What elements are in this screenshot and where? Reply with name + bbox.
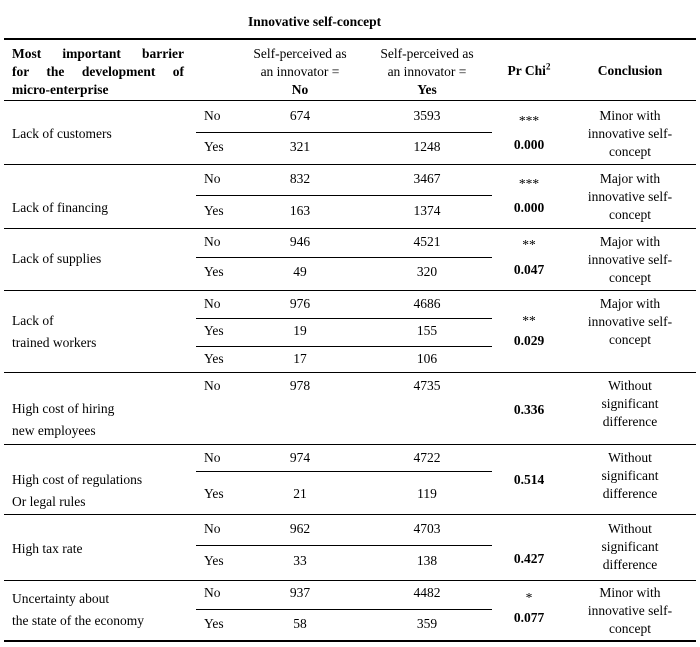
barrier-label: Or legal rules	[12, 494, 86, 509]
conclusion-text: Major with	[599, 234, 661, 249]
count-no-innovator: 976	[289, 296, 311, 311]
conclusion-text: concept	[609, 332, 651, 347]
count-yes-innovator: 4686	[413, 296, 441, 311]
conclusion-text: concept	[609, 270, 651, 285]
row-divider	[4, 372, 696, 373]
response-label: Yes	[204, 351, 224, 366]
count-yes-innovator: 138	[416, 553, 438, 568]
p-value: 0.427	[513, 551, 545, 566]
subrow-divider	[196, 132, 492, 133]
conclusion-text: concept	[609, 144, 651, 159]
p-value: 0.000	[513, 137, 545, 152]
conclusion-text: significant	[601, 539, 659, 554]
barrier-label: Lack of	[12, 313, 54, 328]
count-yes-innovator: 4703	[413, 521, 441, 536]
barrier-header	[12, 45, 184, 99]
significance-stars: ***	[518, 113, 540, 128]
response-label: No	[204, 296, 221, 311]
response-label: Yes	[204, 323, 224, 338]
yes-column-header	[362, 45, 492, 99]
p-value: 0.047	[513, 262, 545, 277]
yes-header-line: Yes	[417, 82, 437, 97]
row-divider	[4, 290, 696, 291]
yes-header-line: Self-perceived as	[380, 46, 474, 61]
barrier-label: the state of the economy	[12, 613, 144, 628]
conclusion-text: Minor with	[599, 585, 661, 600]
count-yes-innovator: 4735	[413, 378, 441, 393]
count-no-innovator: 937	[289, 585, 311, 600]
p-value: 0.000	[513, 200, 545, 215]
barrier-label: Lack of supplies	[12, 251, 102, 266]
row-divider	[4, 514, 696, 515]
count-yes-innovator: 4722	[413, 450, 441, 465]
response-label: Yes	[204, 616, 224, 631]
response-label: No	[204, 585, 221, 600]
table-bottom-rule	[4, 640, 696, 642]
yes-header-line: an innovator =	[387, 64, 467, 79]
row-divider	[4, 228, 696, 229]
row-divider	[4, 164, 696, 165]
conclusion-text: Without	[608, 450, 652, 465]
row-divider	[4, 580, 696, 581]
count-no-innovator: 17	[293, 351, 307, 366]
barrier-header-line: for the development of	[12, 64, 184, 79]
conclusion-text: innovative self-	[587, 314, 673, 329]
subrow-divider	[196, 545, 492, 546]
significance-stars: **	[522, 313, 536, 328]
count-no-innovator: 946	[289, 234, 311, 249]
count-no-innovator: 832	[289, 171, 311, 186]
p-value: 0.336	[513, 402, 545, 417]
response-label: No	[204, 450, 221, 465]
conclusion-text: innovative self-	[587, 126, 673, 141]
response-label: Yes	[204, 553, 224, 568]
barrier-label: Lack of financing	[12, 200, 108, 215]
no-column-header	[238, 45, 362, 99]
conclusion-text: Without	[608, 521, 652, 536]
p-value: 0.029	[513, 333, 545, 348]
conclusion-text: innovative self-	[587, 189, 673, 204]
p-value: 0.077	[513, 610, 545, 625]
conclusion-text: Without	[608, 378, 652, 393]
count-yes-innovator: 155	[416, 323, 438, 338]
conclusion-text: significant	[601, 396, 659, 411]
response-label: Yes	[204, 139, 224, 154]
barrier-label: High tax rate	[12, 541, 83, 556]
no-header-line: Self-perceived as	[253, 46, 347, 61]
response-label: No	[204, 108, 221, 123]
barrier-label: new employees	[12, 423, 96, 438]
group-title: Innovative self-concept	[248, 14, 382, 29]
count-no-innovator: 33	[293, 553, 307, 568]
barrier-label: Lack of customers	[12, 126, 112, 141]
conclusion-text: concept	[609, 207, 651, 222]
barrier-label: Uncertainty about	[12, 591, 110, 606]
conclusion-text: Major with	[599, 296, 661, 311]
pr-chi-superscript: 2	[545, 61, 551, 72]
count-yes-innovator: 1248	[413, 139, 441, 154]
significance-stars: ***	[518, 176, 540, 191]
subrow-divider	[196, 609, 492, 610]
count-yes-innovator: 3467	[413, 171, 441, 186]
significance-stars: *	[525, 590, 533, 605]
count-no-innovator: 19	[293, 323, 307, 338]
count-yes-innovator: 320	[416, 264, 438, 279]
response-label: No	[204, 378, 221, 393]
count-no-innovator: 974	[289, 450, 311, 465]
count-no-innovator: 58	[293, 616, 307, 631]
count-no-innovator: 674	[289, 108, 311, 123]
count-no-innovator: 163	[289, 203, 311, 218]
subrow-divider	[196, 195, 492, 196]
subrow-divider	[196, 346, 492, 347]
conclusion-text: Major with	[599, 171, 661, 186]
count-no-innovator: 321	[289, 139, 311, 154]
conclusion-header: Conclusion	[597, 63, 663, 78]
conclusion-text: innovative self-	[587, 603, 673, 618]
count-no-innovator: 49	[293, 264, 307, 279]
pr-chi-header	[494, 62, 564, 80]
p-value: 0.514	[513, 472, 545, 487]
response-label: No	[204, 521, 221, 536]
significance-stars: **	[522, 237, 536, 252]
barrier-label: trained workers	[12, 335, 97, 350]
count-no-innovator: 21	[293, 486, 307, 501]
conclusion-text: difference	[602, 486, 658, 501]
count-yes-innovator: 359	[416, 616, 438, 631]
count-yes-innovator: 1374	[413, 203, 441, 218]
no-header-line: an innovator =	[260, 64, 340, 79]
subrow-divider	[196, 471, 492, 472]
conclusion-text: difference	[602, 557, 658, 572]
header-bottom-rule	[4, 100, 696, 101]
conclusion-text: innovative self-	[587, 252, 673, 267]
count-yes-innovator: 119	[417, 486, 437, 501]
response-label: No	[204, 171, 221, 186]
header-top-rule	[4, 38, 696, 40]
response-label: No	[204, 234, 221, 249]
count-yes-innovator: 4482	[413, 585, 441, 600]
response-label: Yes	[204, 203, 224, 218]
conclusion-text: Minor with	[599, 108, 661, 123]
conclusion-text: concept	[609, 621, 651, 636]
response-label: Yes	[204, 264, 224, 279]
subrow-divider	[196, 257, 492, 258]
barrier-header-line: Most important barrier	[12, 46, 184, 61]
barrier-header-line: micro-enterprise	[12, 82, 109, 97]
count-no-innovator: 978	[289, 378, 311, 393]
conclusion-text: significant	[601, 468, 659, 483]
no-header-line: No	[291, 82, 309, 97]
row-divider	[4, 444, 696, 445]
response-label: Yes	[204, 486, 224, 501]
count-no-innovator: 962	[289, 521, 311, 536]
count-yes-innovator: 4521	[413, 234, 441, 249]
count-yes-innovator: 3593	[413, 108, 441, 123]
conclusion-text: difference	[602, 414, 658, 429]
count-yes-innovator: 106	[416, 351, 438, 366]
subrow-divider	[196, 318, 492, 319]
barrier-label: High cost of hiring	[12, 401, 115, 416]
pr-chi-label: Pr Chi	[507, 63, 546, 78]
barrier-label: High cost of regulations	[12, 472, 143, 487]
